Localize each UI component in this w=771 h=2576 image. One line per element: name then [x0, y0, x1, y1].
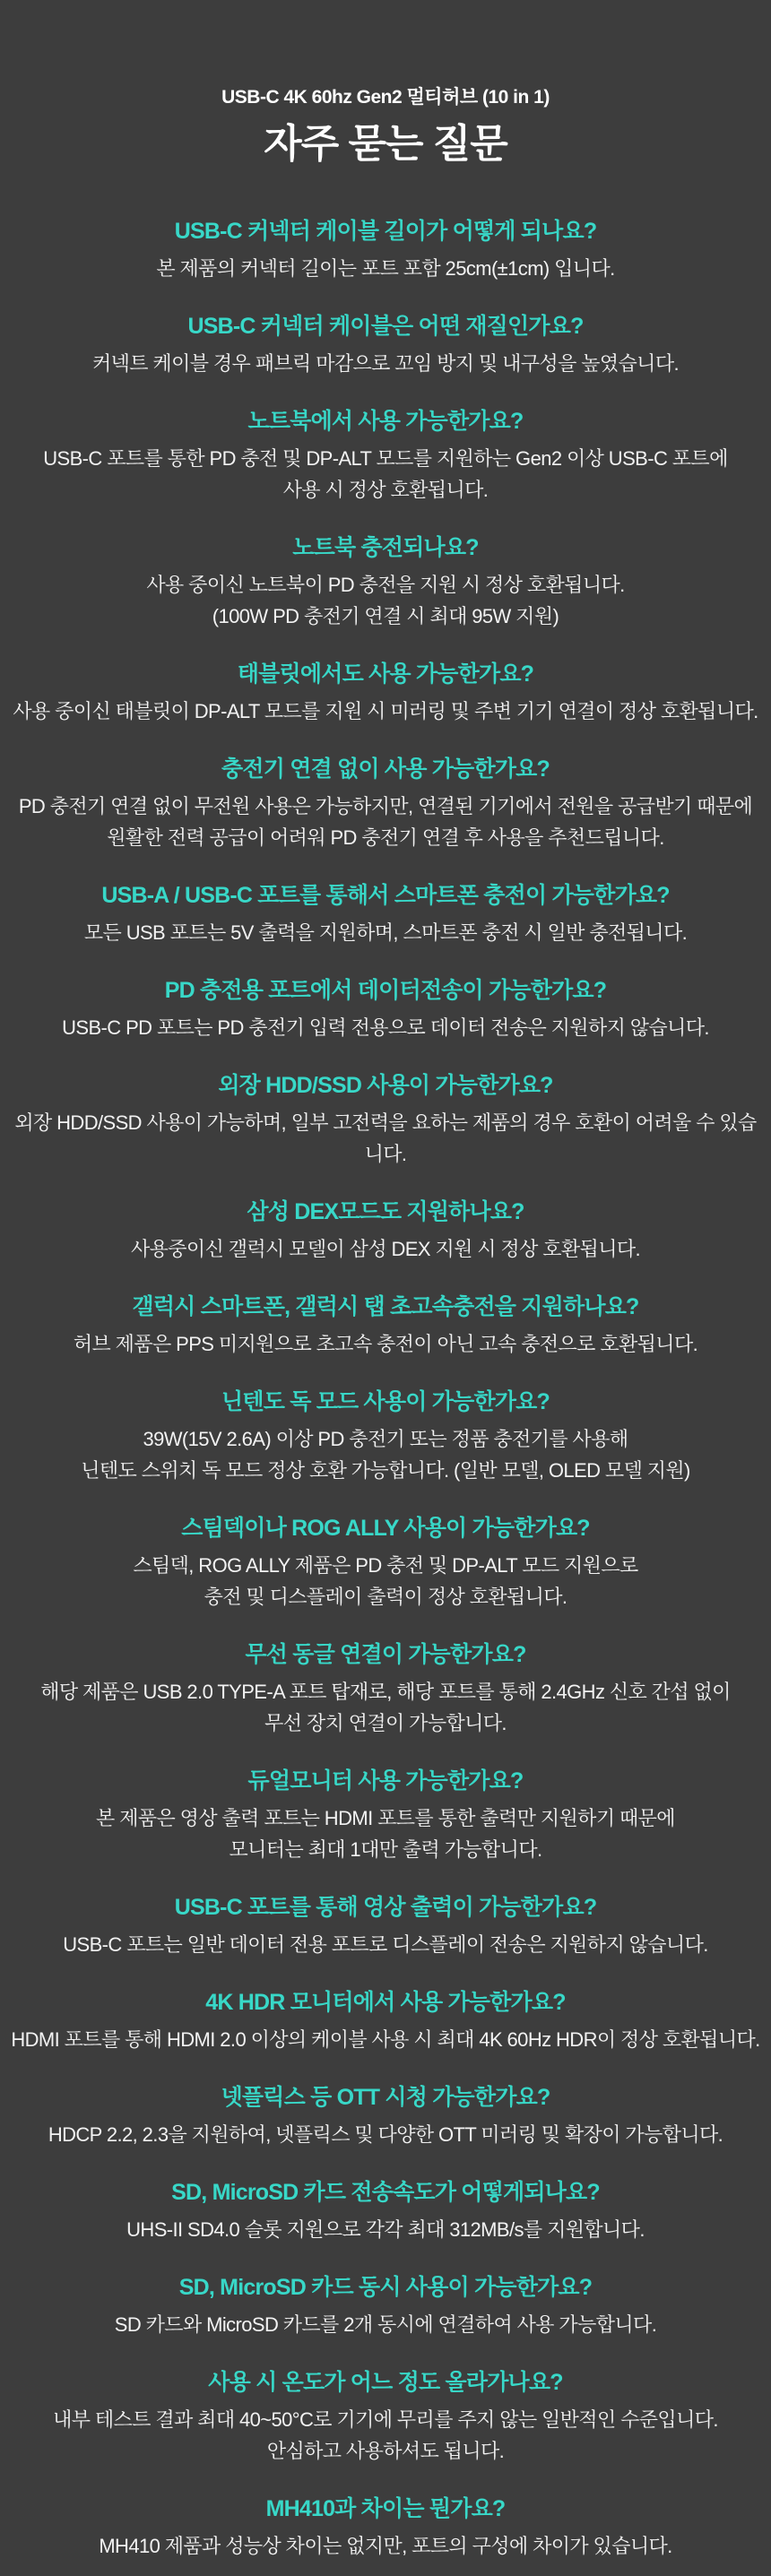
faq-item: [0, 2177, 771, 2245]
faq-question: 무선 동글 연결이 가능한가요?: [245, 1642, 526, 1667]
faq-item: [0, 659, 771, 727]
faq-answer: [7, 348, 764, 379]
faq-item: [0, 1513, 771, 1612]
faq-answer: [7, 2119, 764, 2150]
faq-question: MH410과 차이는 뭔가요?: [265, 2496, 506, 2521]
faq-answer-line: USB-C 포트는 일반 데이터 전용 포트로 디스플레이 전송은 지원하지 않습니다.: [63, 1933, 708, 1956]
faq-answer-line: 내부 테스트 결과 최대 40~50°C로 기기에 무리를 주지 않는 일반적인 수준입니다.: [53, 2408, 718, 2431]
faq-item: [0, 532, 771, 632]
faq-item: [0, 754, 771, 853]
faq-answer-line: 본 제품은 영상 출력 포트는 HDMI 포트를 통한 출력만 지원하기 때문에: [96, 1807, 675, 1829]
faq-answer: [7, 2404, 764, 2467]
faq-answer: [7, 2214, 764, 2245]
faq-answer-line: 모든 USB 포트는 5V 출력을 지원하며, 스마트폰 충전 시 일반 충전됩니다.: [83, 921, 688, 944]
faq-question: 넷플릭스 등 OTT 시청 가능한가요?: [221, 2085, 550, 2110]
faq-item: [0, 1197, 771, 1265]
faq-answer-line: 안심하고 사용하셔도 됩니다.: [266, 2440, 505, 2462]
faq-answer: [7, 1107, 764, 1170]
faq-answer: [7, 443, 764, 506]
faq-answer-line: SD 카드와 MicroSD 카드를 2개 동시에 연결하여 사용 가능합니다.: [114, 2313, 657, 2336]
faq-answer-line: 사용 중이신 태블릿이 DP-ALT 모드를 지원 시 미러링 및 주변 기기 연결이 정상 호환됩니다.: [13, 700, 758, 722]
faq-answer: [7, 1550, 764, 1612]
faq-answer-line: 39W(15V 2.6A) 이상 PD 충전기 또는 정품 충전기를 사용해: [143, 1428, 628, 1450]
faq-answer-line: 본 제품의 커넥터 길이는 포트 포함 25cm(±1cm) 입니다.: [156, 257, 615, 280]
faq-question: USB-C 커넥터 케이블은 어떤 재질인가요?: [187, 314, 584, 339]
faq-question: 닌텐도 독 모드 사용이 가능한가요?: [221, 1389, 550, 1414]
faq-answer-line: 닌텐도 스위치 독 모드 정상 호환 가능합니다. (일반 모델, OLED 모델 지원): [81, 1459, 690, 1482]
faq-question: SD, MicroSD 카드 동시 사용이 가능한가요?: [178, 2275, 593, 2300]
faq-item: [0, 311, 771, 379]
faq-answer: [7, 253, 764, 284]
faq-answer-line: USB-C 포트를 통한 PD 충전 및 DP-ALT 모드를 지원하는 Gen2 이상 USB-C 포트에: [43, 447, 728, 470]
faq-item: [0, 1892, 771, 1960]
faq-answer: [7, 1012, 764, 1043]
faq-question: 노트북에서 사용 가능한가요?: [247, 409, 524, 434]
faq-answer-line: 원활한 전력 공급이 어려워 PD 충전기 연결 후 사용을 추천드립니다.: [107, 826, 664, 849]
faq-answer-line: 커넥트 케이블 경우 패브릭 마감으로 꼬임 방지 및 내구성을 높였습니다.: [91, 352, 680, 375]
faq-answer: [7, 1423, 764, 1486]
faq-answer-line: MH410 제품과 성능상 차이는 없지만, 포트의 구성에 차이가 있습니다.: [99, 2535, 672, 2557]
faq-answer: [7, 1676, 764, 1739]
faq-question: 갤럭시 스마트폰, 갤럭시 탭 초고속충전을 지원하나요?: [132, 1294, 639, 1319]
faq-question: SD, MicroSD 카드 전송속도가 어떻게되나요?: [171, 2180, 600, 2205]
faq-question: USB-C 포트를 통해 영상 출력이 가능한가요?: [174, 1895, 597, 1920]
faq-answer: [7, 569, 764, 632]
faq-header: [0, 84, 771, 169]
faq-item: [0, 1292, 771, 1360]
faq-question: PD 충전용 포트에서 데이터전송이 가능한가요?: [164, 978, 607, 1003]
faq-answer-line: 모니터는 최대 1대만 출력 가능합니다.: [229, 1838, 542, 1861]
faq-answer: [7, 696, 764, 727]
faq-answer-line: PD 충전기 연결 없이 무전원 사용은 가능하지만, 연결된 기기에서 전원을 공급받기 때문에: [18, 795, 753, 817]
faq-question: 듀얼모니터 사용 가능한가요?: [247, 1768, 524, 1794]
faq-answer-line: 사용 중이신 노트북이 PD 충전을 지원 시 정상 호환됩니다.: [146, 574, 625, 596]
faq-question: 사용 시 온도가 어느 정도 올라가나요?: [208, 2370, 563, 2395]
faq-answer: [7, 2024, 764, 2055]
faq-answer-line: 사용 시 정상 호환됩니다.: [282, 479, 489, 501]
faq-answer: [7, 2309, 764, 2340]
faq-question: USB-A / USB-C 포트를 통해서 스마트폰 충전이 가능한가요?: [101, 883, 670, 908]
faq-item: [0, 2494, 771, 2562]
faq-item: [0, 2082, 771, 2150]
faq-item: [0, 1766, 771, 1865]
page-title: 자주 묻는 질문: [264, 122, 507, 166]
faq-answer: [7, 2530, 764, 2562]
faq-answer: [7, 1802, 764, 1865]
faq-question: 외장 HDD/SSD 사용이 가능한가요?: [218, 1073, 553, 1098]
faq-answer-line: 허브 제품은 PPS 미지원으로 초고속 충전이 아닌 고속 충전으로 호환됩니다.: [73, 1333, 698, 1355]
faq-answer-line: 외장 HDD/SSD 사용이 가능하며, 일부 고전력을 요하는 제품의 경우 호환이 어려울 수 있습니다.: [14, 1111, 757, 1165]
faq-item: [0, 1070, 771, 1170]
faq-answer-line: 충전 및 디스플레이 출력이 정상 호환됩니다.: [204, 1586, 567, 1608]
faq-question: USB-C 커넥터 케이블 길이가 어떻게 되나요?: [174, 219, 597, 244]
faq-answer-line: (100W PD 충전기 연결 시 최대 95W 지원): [212, 605, 559, 627]
faq-item: [0, 1987, 771, 2055]
faq-answer-line: HDCP 2.2, 2.3을 지원하여, 넷플릭스 및 다양한 OTT 미러링 및 확장이 가능합니다.: [48, 2123, 723, 2146]
faq-answer: [7, 1233, 764, 1265]
faq-item: [0, 1639, 771, 1739]
faq-question: 충전기 연결 없이 사용 가능한가요?: [221, 756, 550, 782]
faq-item: [0, 2272, 771, 2340]
faq-answer-line: 스팀덱, ROG ALLY 제품은 PD 충전 및 DP-ALT 모드 지원으로: [133, 1554, 638, 1577]
faq-question: 스팀덱이나 ROG ALLY 사용이 가능한가요?: [181, 1516, 590, 1541]
faq-answer-line: HDMI 포트를 통해 HDMI 2.0 이상의 케이블 사용 시 최대 4K 60Hz HDR이 정상 호환됩니다.: [11, 2028, 760, 2051]
faq-item: [0, 880, 771, 948]
faq-item: [0, 216, 771, 284]
faq-item: [0, 2367, 771, 2467]
faq-answer-line: UHS-II SD4.0 슬롯 지원으로 각각 최대 312MB/s를 지원합니다.: [126, 2218, 645, 2241]
faq-question: 노트북 충전되나요?: [292, 535, 479, 560]
faq-answer-line: USB-C PD 포트는 PD 충전기 입력 전용으로 데이터 전송은 지원하지 않습니다.: [62, 1016, 709, 1039]
faq-answer-line: 해당 제품은 USB 2.0 TYPE-A 포트 탑재로, 해당 포트를 통해 2.4GHz 신호 간섭 없이: [40, 1681, 731, 1703]
faq-answer: [7, 1929, 764, 1960]
faq-answer: [7, 917, 764, 948]
faq-answer-line: 무선 장치 연결이 가능합니다.: [264, 1712, 507, 1734]
faq-item: [0, 406, 771, 506]
faq-question: 삼성 DEX모드도 지원하나요?: [247, 1199, 524, 1224]
faq-question: 4K HDR 모니터에서 사용 가능한가요?: [205, 1990, 566, 2015]
faq-item: [0, 1387, 771, 1486]
faq-answer-line: 사용중이신 갤럭시 모델이 삼성 DEX 지원 시 정상 호환됩니다.: [130, 1238, 641, 1260]
faq-item: [0, 975, 771, 1043]
faq-question: 태블릿에서도 사용 가능한가요?: [237, 661, 534, 687]
product-subtitle: USB-C 4K 60hz Gen2 멀티허브 (10 in 1): [221, 87, 550, 108]
faq-list: [0, 216, 771, 2562]
faq-answer: [7, 1328, 764, 1360]
faq-answer: [7, 791, 764, 853]
